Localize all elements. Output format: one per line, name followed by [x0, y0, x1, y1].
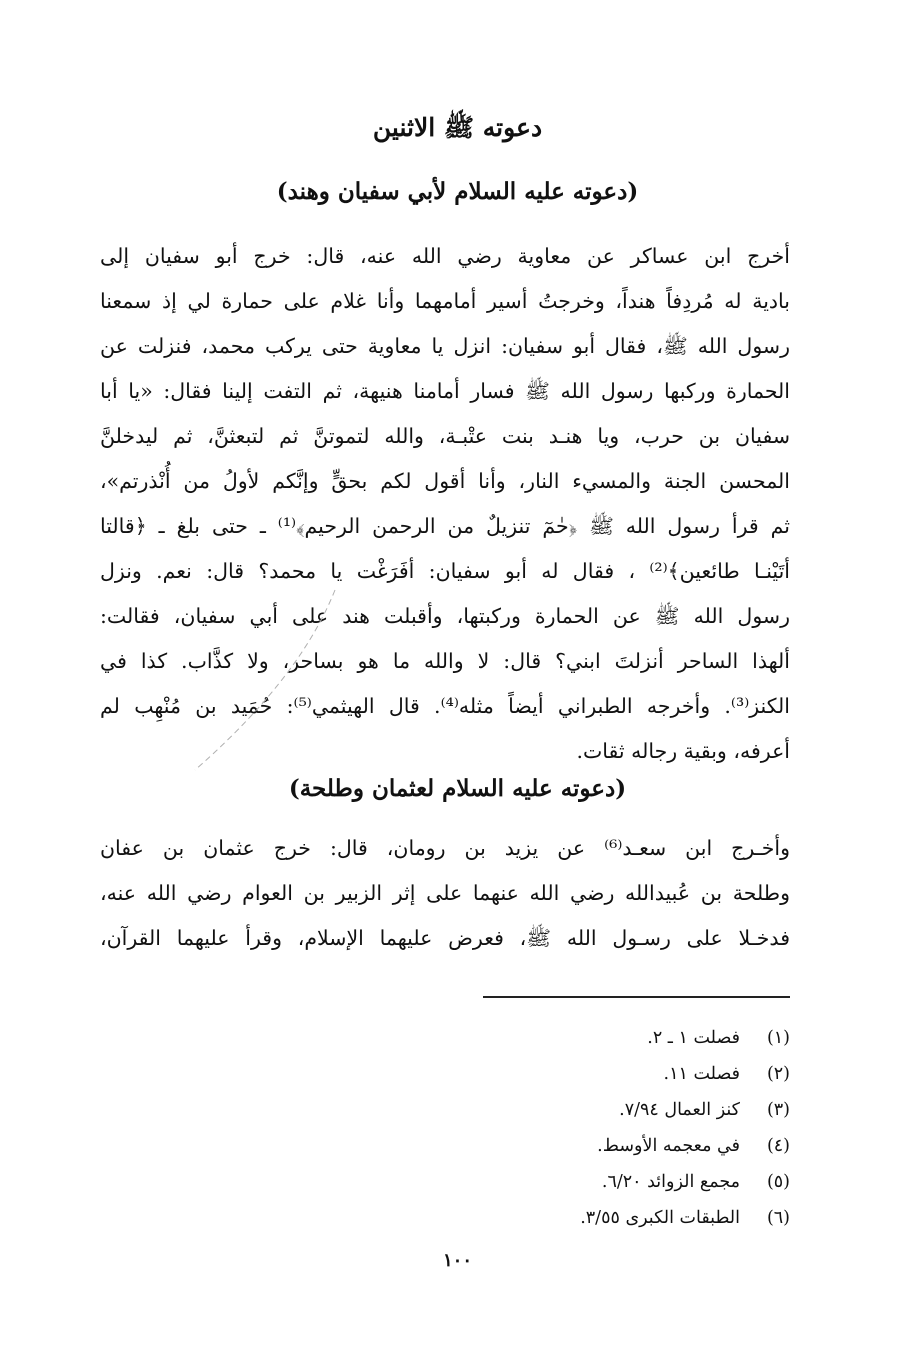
footnote	[390, 1128, 790, 1164]
footnote-text: فصلت ١١.	[663, 1064, 740, 1084]
text-line: وطلحة بن عُبيدالله رضي الله عنهما على إثر الزبير بن العوام رضي الله عنه،	[100, 881, 790, 905]
text-line: أخرج ابن عساكر عن معاوية رضي الله عنه، قال: خرج أبو سفيان إلى	[100, 244, 790, 268]
footnote-text: كنز العمال ٧/٩٤.	[619, 1100, 740, 1120]
footnote	[390, 1056, 790, 1092]
text-line: رسول الله ﷺ، فقال أبو سفيان: انزل يا معاوية حتى يركب محمد، فنزلت عن	[100, 334, 790, 358]
text-line: الحمارة وركبها رسول الله ﷺ فسار أمامنا هنيهة، ثم التفت إلينا فقال: «يا أبا	[100, 379, 790, 403]
footnote-text: مجمع الزوائد ٦/٢٠.	[601, 1172, 740, 1192]
footnote-number: (٥)	[766, 1172, 790, 1192]
text-line: ألهذا الساحر أنزلتَ ابني؟ قال: لا والله ما هو بساحر، ولا كذَّاب. كذا في	[100, 649, 790, 673]
text-line: بادية له مُردِفاً هنداً، وخرجتُ أسير أمامهما وأنا غلام على حمارة لي إذ سمعنا	[100, 289, 790, 313]
text-line: فدخـلا على رسـول الله ﷺ، فعرض عليهما الإسلام، وقرأ عليهما القرآن،	[100, 926, 790, 950]
footnote-text: في معجمه الأوسط.	[597, 1136, 740, 1156]
text-line: أعرفه، وبقية رجاله ثقات.	[576, 739, 790, 763]
footnote-number: (٢)	[766, 1064, 790, 1084]
footnote	[390, 1200, 790, 1236]
page-title: دعوته ﷺ الاثنين	[372, 113, 543, 142]
text-line: ثم قرأ رسول الله ﷺ ﴿حٰمٓ تنزيلٌ من الرحمن الرحيم﴾⁽¹⁾ ـ حتى بلغ ـ ﴿قالتا	[100, 514, 790, 538]
footnote-number: (١)	[766, 1028, 790, 1048]
paragraph-abu-sufyan	[100, 234, 790, 774]
footnote-number: (٦)	[766, 1208, 790, 1228]
footnote-number: (٤)	[766, 1136, 790, 1156]
footnote	[390, 1020, 790, 1056]
footnotes	[390, 1020, 790, 1236]
footnote-divider	[483, 996, 790, 998]
footnote	[390, 1092, 790, 1128]
text-line: رسول الله ﷺ عن الحمارة وركبتها، وأقبلت هند على أبي سفيان، فقالت:	[100, 604, 790, 628]
page-number: ١٠٠	[442, 1250, 472, 1271]
footnote-text: فصلت ١ ـ ٢.	[647, 1028, 740, 1048]
section-heading-abu-sufyan: (دعوته عليه السلام لأبي سفيان وهند)	[276, 178, 639, 205]
paragraph-uthman-talha	[100, 826, 790, 961]
footnote-number: (٣)	[766, 1100, 790, 1120]
text-line: المحسن الجنة والمسيء النار، وأنا أقول لكم بحقٍّ وإنَّكم لأولُ من أُنْذرتم»،	[100, 469, 790, 493]
footnote	[390, 1164, 790, 1200]
text-line: وأخـرج ابن سعـد⁽⁶⁾ عن يزيد بن رومان، قال: خرج عثمان بن عفان	[100, 836, 790, 860]
text-line: سفيان بن حرب، ويا هنـد بنت عتْبـة، والله لتموتنَّ ثم لتبعثنَّ، ثم ليدخلنَّ	[100, 424, 790, 448]
section-heading-uthman-talha: (دعوته عليه السلام لعثمان وطلحة)	[288, 775, 627, 802]
text-line: الكنز⁽³⁾. وأخرجه الطبراني أيضاً مثله⁽⁴⁾. قال الهيثمي⁽⁵⁾: حُمَيد بن مُنْهِب لم	[100, 694, 790, 718]
footnote-text: الطبقات الكبرى ٣/٥٥.	[580, 1208, 740, 1228]
text-line: أتَيْنـا طائعين﴾⁽²⁾ ، فقال له أبو سفيان: أفَرَغْت يا محمد؟ قال: نعم. ونزل	[100, 559, 790, 583]
